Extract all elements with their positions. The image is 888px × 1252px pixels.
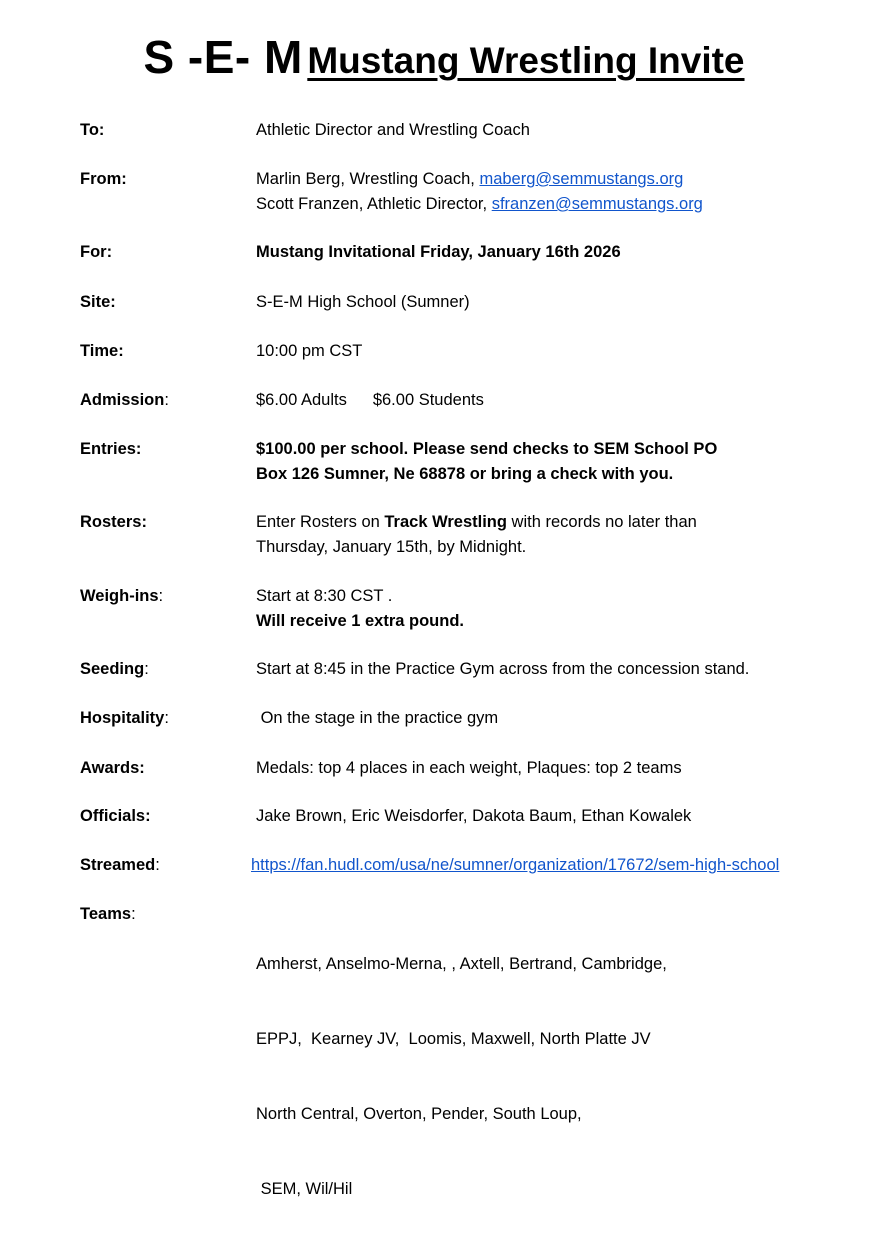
label-streamed-text: Streamed	[80, 856, 156, 874]
label-time: Time:	[80, 342, 124, 360]
from-line1-text: Marlin Berg, Wrestling Coach,	[256, 170, 480, 188]
label-from: From:	[80, 170, 127, 188]
teams-line-4: SEM, Wil/Hil	[256, 1180, 353, 1198]
label-officials: Officials:	[80, 807, 151, 825]
label-site: Site:	[80, 293, 116, 311]
label-weighins-text: Weigh-ins	[80, 587, 159, 605]
label-rosters: Rosters:	[80, 513, 147, 531]
entries-line-2: Box 126 Sumner, Ne 68878 or bring a check with you.	[256, 465, 674, 483]
from-line2-text: Scott Franzen, Athletic Director,	[256, 195, 492, 213]
label-hospitality-colon: :	[164, 709, 169, 727]
label-awards: Awards:	[80, 759, 145, 777]
weighins-line-2: Will receive 1 extra pound.	[256, 612, 465, 630]
teams-line-3: North Central, Overton, Pender, South Loup,	[256, 1105, 582, 1123]
teams-line-1: Amherst, Anselmo-Merna, , Axtell, Bertrand, Cambridge,	[256, 955, 667, 973]
value-from	[256, 167, 703, 217]
value-hospitality: On the stage in the practice gym	[256, 709, 499, 727]
value-weighins	[256, 584, 464, 634]
label-admission-colon: :	[164, 391, 169, 409]
label-streamed-colon: :	[155, 856, 160, 874]
label-teams-colon: :	[131, 905, 136, 923]
label-teams-text: Teams	[80, 905, 132, 923]
email-link-maberg[interactable]: maberg@semmustangs.org	[479, 170, 684, 188]
label-seeding-text: Seeding	[80, 660, 145, 678]
label-to: To:	[80, 121, 105, 139]
title-sub: Mustang Wrestling Invite	[307, 40, 745, 81]
label-weighins-colon: :	[158, 587, 164, 605]
rosters-line-1	[256, 510, 697, 535]
label-hospitality-text: Hospitality	[80, 709, 165, 727]
label-admission-text: Admission	[80, 391, 165, 409]
entries-line-1: $100.00 per school. Please send checks to SEM School PO	[256, 440, 718, 458]
label-seeding	[80, 657, 149, 682]
value-teams	[256, 902, 667, 1252]
teams-line-2: EPPJ, Kearney JV, Loomis, Maxwell, North Platte JV	[256, 1030, 651, 1048]
title-main: S -E- M	[143, 31, 303, 83]
admission-students: $6.00 Students	[372, 391, 484, 409]
value-to: Athletic Director and Wrestling Coach	[256, 121, 530, 139]
label-hospitality	[80, 706, 169, 731]
label-for: For:	[80, 243, 113, 261]
rosters-line1-bold: Track Wrestling	[384, 513, 507, 531]
email-link-sfranzen[interactable]: sfranzen@semmustangs.org	[491, 195, 703, 213]
admission-adults: $6.00 Adults	[256, 391, 347, 409]
value-awards: Medals: top 4 places in each weight, Plaques: top 2 teams	[256, 759, 682, 777]
label-teams	[80, 902, 136, 927]
weighins-line-1: Start at 8:30 CST .	[256, 587, 393, 605]
rosters-line1-post: with records no later than	[506, 513, 697, 531]
from-line-1	[256, 167, 703, 192]
value-rosters	[256, 510, 697, 560]
value-site: S-E-M High School (Sumner)	[256, 293, 470, 311]
rosters-line1-pre: Enter Rosters on	[256, 513, 385, 531]
label-weighins	[80, 584, 163, 609]
label-admission	[80, 388, 169, 413]
label-seeding-colon: :	[144, 660, 149, 678]
value-officials: Jake Brown, Eric Weisdorfer, Dakota Baum, Ethan Kowalek	[256, 807, 692, 825]
label-streamed	[80, 853, 160, 878]
value-time: 10:00 pm CST	[256, 342, 363, 360]
from-line-2	[256, 192, 703, 217]
label-entries: Entries:	[80, 440, 142, 458]
stream-link[interactable]: https://fan.hudl.com/usa/ne/sumner/organization/17672/sem-high-school	[251, 856, 780, 874]
value-for: Mustang Invitational Friday, January 16th 2026	[256, 243, 621, 261]
page-title	[0, 30, 888, 84]
value-admission	[256, 388, 484, 413]
value-entries	[256, 437, 717, 487]
rosters-line-2: Thursday, January 15th, by Midnight.	[256, 538, 527, 556]
value-seeding: Start at 8:45 in the Practice Gym across from the concession stand.	[256, 660, 750, 678]
